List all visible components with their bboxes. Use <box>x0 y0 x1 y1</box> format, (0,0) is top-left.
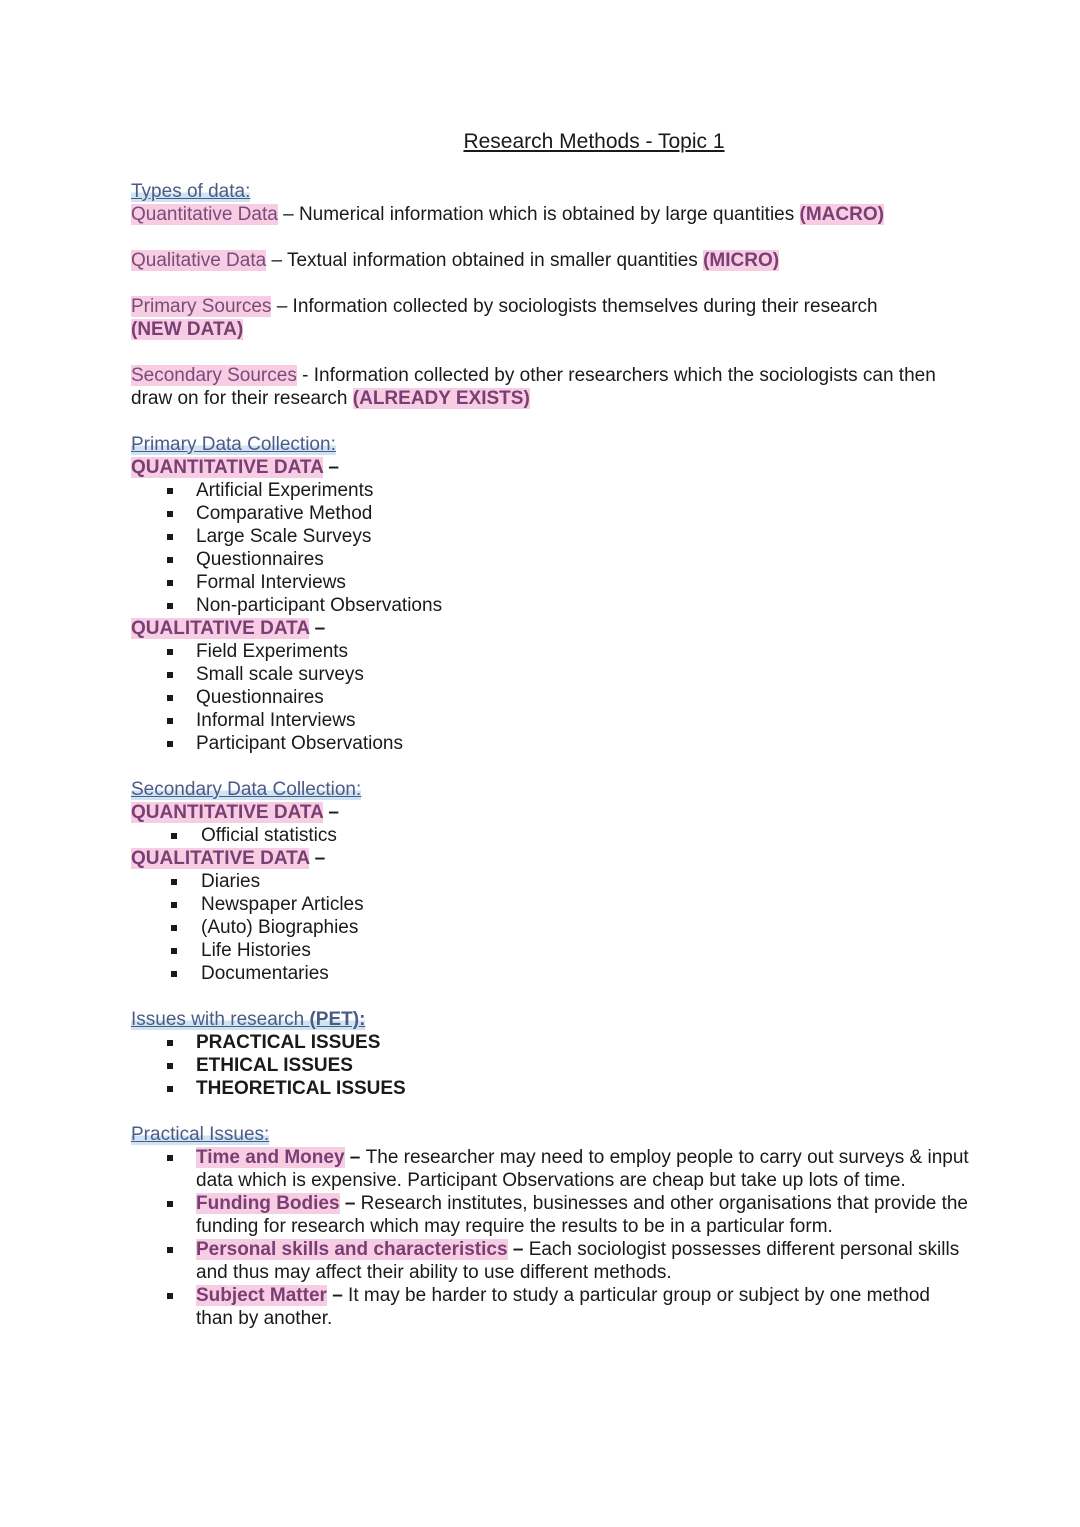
quantitative-row <box>131 203 971 226</box>
list-item: Field Experiments <box>131 640 971 663</box>
secondary-qual-label: QUALITATIVE DATA <box>131 848 310 869</box>
primary-qual-label: QUALITATIVE DATA <box>131 618 310 639</box>
issues-heading-row <box>131 1008 971 1031</box>
secondary-qual-label-row <box>131 847 971 870</box>
list-item: Newspaper Articles <box>131 893 971 916</box>
list-item: Official statistics <box>131 824 971 847</box>
primary-quant-label: QUANTITATIVE DATA <box>131 457 324 478</box>
issues-heading: Issues with research <box>131 1009 310 1030</box>
qualitative-sep: – <box>266 250 287 271</box>
list-item: ETHICAL ISSUES <box>131 1054 971 1077</box>
practical-desc: It may be harder to study a particular group or subject by one method than by another. <box>196 1285 930 1329</box>
list-item: Diaries <box>131 870 971 893</box>
primary-sources-row <box>131 295 971 341</box>
primary-qual-list <box>131 640 971 755</box>
secondary-quant-list <box>131 824 971 847</box>
primary-quant-list <box>131 479 971 617</box>
secondary-quant-dash: – <box>323 802 339 823</box>
list-item: Large Scale Surveys <box>131 525 971 548</box>
primary-quant-label-row <box>131 456 971 479</box>
secondary-sources-row <box>131 364 971 410</box>
list-item <box>131 1238 971 1284</box>
secondary-collection-heading-row <box>131 778 971 801</box>
list-item: Questionnaires <box>131 548 971 571</box>
secondary-desc: Information collected by other researchers which the sociologists can then draw on for their research <box>131 365 936 409</box>
document-body <box>131 180 971 1330</box>
practical-sep: – <box>344 1147 366 1168</box>
primary-qual-label-row <box>131 617 971 640</box>
types-heading-row <box>131 180 971 203</box>
practical-sep: – <box>339 1193 361 1214</box>
list-item: Documentaries <box>131 962 971 985</box>
list-item <box>131 1284 971 1330</box>
list-item: THEORETICAL ISSUES <box>131 1077 971 1100</box>
list-item: Informal Interviews <box>131 709 971 732</box>
practical-term: Time and Money <box>196 1147 345 1168</box>
practical-sep: – <box>507 1239 529 1260</box>
quantitative-sep: – <box>277 204 299 225</box>
primary-collection-heading: Primary Data Collection: <box>131 434 336 455</box>
practical-term: Subject Matter <box>196 1285 327 1306</box>
practical-heading: Practical Issues: <box>131 1124 270 1145</box>
issues-heading-tag: (PET): <box>309 1009 366 1030</box>
secondary-qual-list <box>131 870 971 985</box>
secondary-qual-dash: – <box>309 848 326 869</box>
secondary-sep: - <box>296 365 314 386</box>
qualitative-desc: Textual information obtained in smaller quantities <box>286 250 704 271</box>
list-item: Life Histories <box>131 939 971 962</box>
list-item: Non-participant Observations <box>131 594 971 617</box>
primary-desc: Information collected by sociologists themselves during their research <box>292 296 878 317</box>
secondary-collection-heading: Secondary Data Collection: <box>131 779 362 800</box>
issues-list <box>131 1031 971 1100</box>
types-heading: Types of data: <box>131 181 251 202</box>
practical-desc: Research institutes, businesses and other organisations that provide the funding for research which may require the results to be in a particular form. <box>196 1193 968 1237</box>
practical-desc: Each sociologist possesses different personal skills and thus may affect their ability to use different methods. <box>196 1239 960 1283</box>
list-item: Questionnaires <box>131 686 971 709</box>
qualitative-term: Qualitative Data <box>131 250 267 271</box>
practical-term: Funding Bodies <box>196 1193 340 1214</box>
quantitative-tag: (MACRO) <box>799 204 884 225</box>
list-item <box>131 1146 971 1192</box>
primary-tag: (NEW DATA) <box>131 319 244 340</box>
page-title: Research Methods - Topic 1 <box>463 130 725 153</box>
practical-sep: – <box>326 1285 349 1306</box>
list-item: Participant Observations <box>131 732 971 755</box>
primary-term: Primary Sources <box>131 296 272 317</box>
practical-desc: The researcher may need to employ people to carry out surveys & input data which is expensive. Participant Observations are cheap but take up lots of time. <box>196 1147 969 1191</box>
primary-sep: – <box>271 296 293 317</box>
list-item: Comparative Method <box>131 502 971 525</box>
practical-term: Personal skills and characteristics <box>196 1239 508 1260</box>
secondary-quant-label: QUANTITATIVE DATA <box>131 802 324 823</box>
list-item: Artificial Experiments <box>131 479 971 502</box>
practical-list <box>131 1146 971 1330</box>
qualitative-row <box>131 249 971 272</box>
quantitative-desc: Numerical information which is obtained by large quantities <box>298 204 800 225</box>
list-item: PRACTICAL ISSUES <box>131 1031 971 1054</box>
qualitative-tag: (MICRO) <box>703 250 780 271</box>
primary-collection-heading-row <box>131 433 971 456</box>
secondary-tag: (ALREADY EXISTS) <box>352 388 530 409</box>
primary-qual-dash: – <box>309 618 326 639</box>
primary-quant-dash: – <box>323 457 339 478</box>
list-item: Small scale surveys <box>131 663 971 686</box>
list-item <box>131 1192 971 1238</box>
practical-heading-row <box>131 1123 971 1146</box>
secondary-term: Secondary Sources <box>131 365 297 386</box>
secondary-quant-label-row <box>131 801 971 824</box>
list-item: Formal Interviews <box>131 571 971 594</box>
list-item: (Auto) Biographies <box>131 916 971 939</box>
quantitative-term: Quantitative Data <box>131 204 278 225</box>
